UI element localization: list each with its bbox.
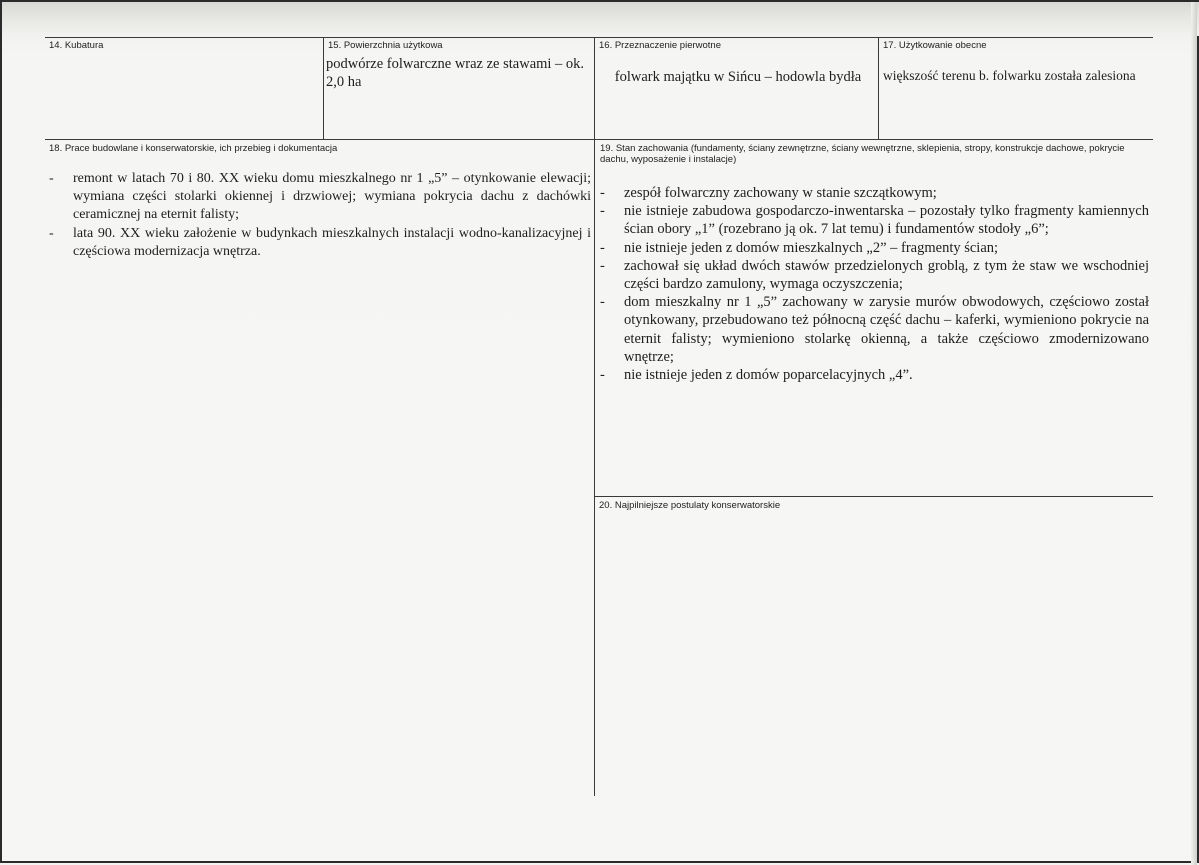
field-17-value: większość terenu b. folwarku została zalesiona	[883, 68, 1136, 83]
list-item: - zachował się układ dwóch stawów przedzielonych groblą, z tym że staw we wschodniej części bardzo zamulony, wymaga oczyszczenia;	[596, 257, 1149, 293]
field-16-label: 16. Przeznaczenie pierwotne	[599, 40, 721, 51]
field-17-label: 17. Użytkowanie obecne	[883, 40, 987, 51]
list-item: - lata 90. XX wieku założenie w budynkach mieszkalnych instalacji wodno-kanalizacyjnej i częściowa modernizacja wnętrza.	[45, 225, 591, 261]
field-18-label: 18. Prace budowlane i konserwatorskie, ich przebieg i dokumentacja	[49, 143, 338, 154]
field-15-label: 15. Powierzchnia użytkowa	[328, 40, 443, 51]
list-item: - nie istnieje jeden z domów mieszkalnych „2” – fragmenty ścian;	[596, 239, 1149, 257]
field-15-value: podwórze folwarczne wraz ze stawami – ok. 2,0 ha	[326, 56, 585, 90]
field-18-list	[45, 170, 591, 261]
list-item: - nie istnieje zabudowa gospodarczo-inwentarska – pozostały tylko fragmenty kamiennych ścian obory „1” (rozebrano ją ok. 7 lat temu) i fundamentów stodoły „6”;	[596, 202, 1149, 238]
scan-right-edge	[1191, 2, 1197, 865]
field-19-list	[596, 184, 1149, 384]
field20-top-line	[594, 496, 1153, 497]
field-19-label: 19. Stan zachowania (fundamenty, ściany zewnętrzne, ściany wewnętrzne, sklepienia, stropy, konstrukcje dachowe, pokrycie dachu, wyposażenie i instalacje)	[600, 143, 1125, 165]
list-item: - dom mieszkalny nr 1 „5” zachowany w zarysie murów obwodowych, częściowo został otynkowany, przebudowano też północną część dachu – kaferki, wymieniono pokrycie na eternit falisty; wymieniono stolarkę okienną, a także częściowo zmodernizowano wnętrze;	[596, 293, 1149, 366]
list-item: - remont w latach 70 i 80. XX wieku domu mieszkalnego nr 1 „5” – otynkowanie elewacji; wymiana części stolarki okiennej i drzwiowej; wymiana pokrycia dachu z dachówki ceramicznej na eternit falisty;	[45, 170, 591, 225]
field-20-label: 20. Najpilniejsze postulaty konserwatorskie	[599, 500, 781, 511]
row2-top-line	[45, 139, 1153, 140]
field-16-value: folwark majątku w Sińcu – hodowla bydła	[614, 69, 862, 85]
field-14-label: 14. Kubatura	[49, 40, 104, 51]
row1-top-line	[45, 37, 1153, 38]
scan-top-shadow	[2, 2, 1199, 36]
divider-14-15	[323, 37, 324, 139]
list-item: - zespół folwarczny zachowany w stanie szczątkowym;	[596, 184, 1149, 202]
divider-15-16	[594, 37, 595, 139]
divider-18-19	[594, 139, 595, 796]
divider-16-17	[878, 37, 879, 139]
list-item: - nie istnieje jeden z domów poparcelacyjnych „4”.	[596, 366, 1149, 384]
